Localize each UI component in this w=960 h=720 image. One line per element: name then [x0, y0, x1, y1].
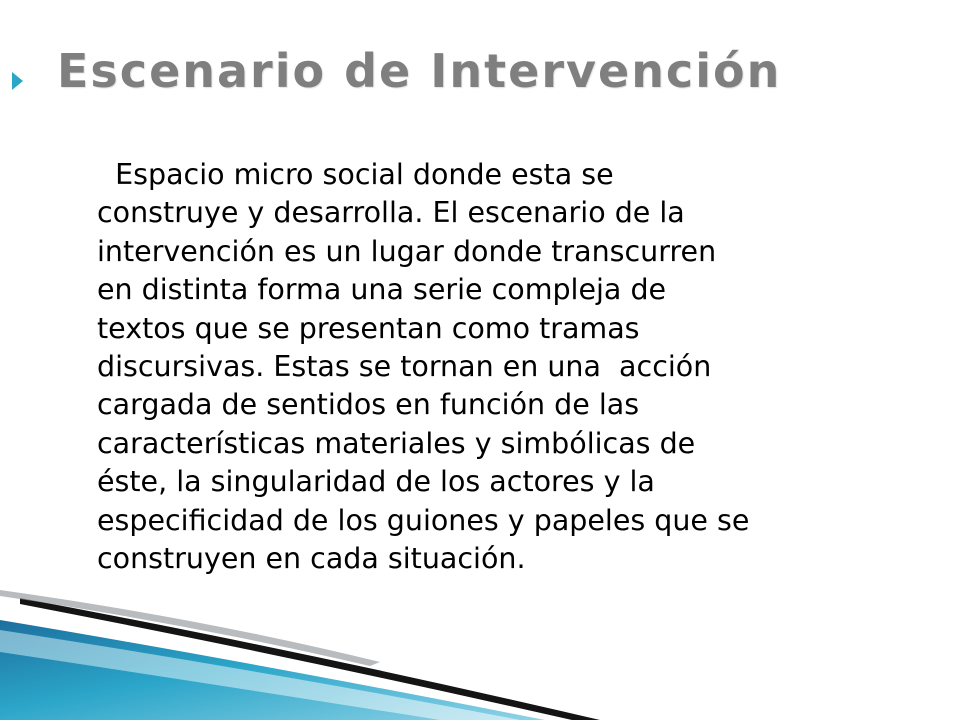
body-line: especificidad de los guiones y papeles que se — [97, 503, 750, 537]
body-line: en distinta forma una serie compleja de — [97, 273, 667, 307]
body-line: cargada de sentidos en función de las — [97, 388, 640, 422]
body-line: textos que se presentan como tramas — [97, 311, 640, 345]
swoosh-teal-band — [0, 620, 545, 720]
title-arrow-icon — [12, 72, 23, 90]
body-line: discursivas. Estas se tornan en una acción — [97, 350, 712, 384]
body-line: construye y desarrolla. El escenario de la — [97, 196, 685, 230]
body-line: características materiales y simbólicas de — [97, 426, 696, 460]
body-line: Espacio micro social donde esta se — [97, 158, 614, 191]
body-line: construyen en cada situación. — [97, 542, 526, 576]
body-line: éste, la singularidad de los actores y la — [97, 465, 655, 499]
body-paragraph — [97, 156, 927, 578]
slide-title: Escenario de Intervención — [57, 44, 782, 98]
corner-swoosh-decoration — [0, 590, 600, 720]
body-line: intervención es un lugar donde transcurren — [97, 234, 717, 268]
